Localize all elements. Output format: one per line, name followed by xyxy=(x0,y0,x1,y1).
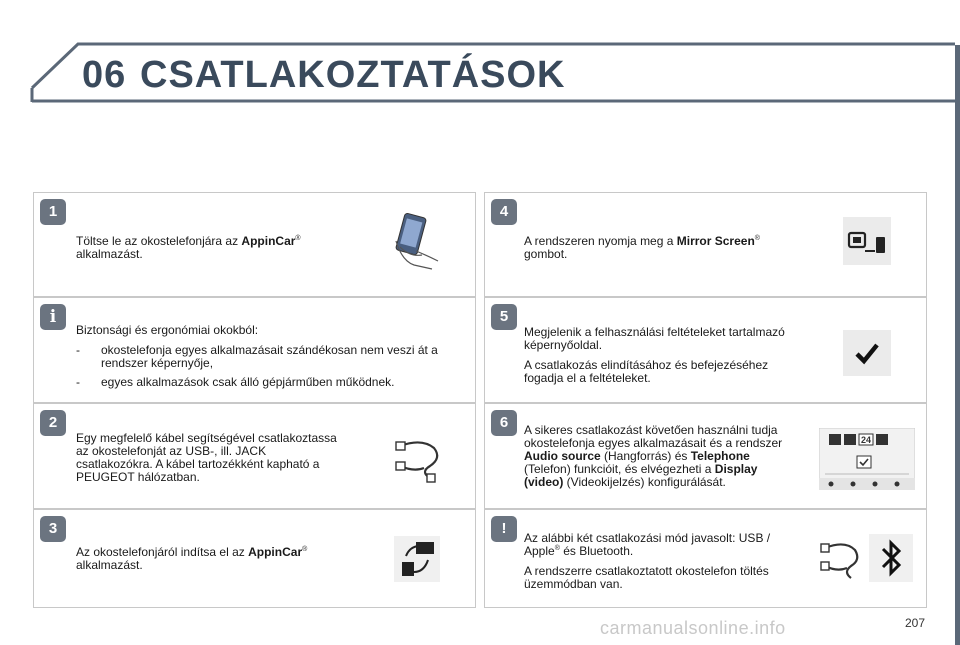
step-6-text: A sikeres csatlakozást követően használni tudja okostelefonja egyes alkalmazásait és a rendszer Audio source (Hangforrás) és Telephone (Telefon) funkcióit, és elvégezheti a Display (video) (Videokijelzés) konfigurálását. xyxy=(524,423,783,489)
chapter-title: CSATLAKOZTATÁSOK xyxy=(140,54,566,96)
smartphone-hand-icon xyxy=(392,211,448,273)
page-number: 207 xyxy=(905,616,926,630)
info-text: Biztonsági és ergonómiai okokból: - okostelefonja egyes alkalmazásait szándékosan nem veszi át a rendszer képernyője, - egyes alkalmazások csak álló gépjárműben működnek. xyxy=(76,323,438,389)
warning-text: Az alábbi két csatlakozási mód javasolt: USB / Apple® és Bluetooth. A rendszerre csatlakoztatott okostelefon töltés üzemmódban van. xyxy=(524,531,771,591)
appincar-brand: AppinCar xyxy=(248,545,303,559)
step-5-panel xyxy=(484,297,927,403)
step-1-panel xyxy=(33,192,476,297)
warning-icon: ! xyxy=(491,516,517,542)
step-4-badge: 4 xyxy=(491,199,517,225)
step-2-panel xyxy=(33,403,476,509)
step-4-text: A rendszeren nyomja meg a Mirror Screen® gombot. xyxy=(524,234,760,261)
step-5-badge: 5 xyxy=(491,304,517,330)
info-panel xyxy=(33,297,476,403)
step-2-badge: 2 xyxy=(40,410,66,436)
warning-panel xyxy=(484,509,927,608)
side-strip xyxy=(955,45,960,645)
touchscreen-preview-icon xyxy=(819,428,915,490)
step-3-badge: 3 xyxy=(40,516,66,542)
screen-mirroring-icon xyxy=(394,536,440,582)
chapter-number: 06 xyxy=(82,54,127,96)
step-6-badge: 6 xyxy=(491,410,517,436)
step-5-text: Megjelenik a felhasználási feltételeket tartalmazó képernyőoldal. A csatlakozás elindításához és befejezéséhez fogadja el a feltételeket. xyxy=(524,325,785,385)
bluetooth-icon xyxy=(869,534,913,582)
step-1-text: Töltse le az okostelefonjára az AppinCar® alkalmazást. xyxy=(76,234,301,261)
appincar-brand: AppinCar xyxy=(241,234,296,248)
info-icon: i xyxy=(40,304,66,330)
step-3-text: Az okostelefonjáról indítsa el az AppinCar® alkalmazást. xyxy=(76,545,308,572)
step-4-panel xyxy=(484,192,927,297)
step-6-panel xyxy=(484,403,927,509)
mirror-screen-label: Mirror Screen xyxy=(676,234,755,248)
checkmark-icon xyxy=(843,330,891,376)
step-2-text: Egy megfelelő kábel segítségével csatlakoztassa az okostelefonját az USB-, ill. JACK csatlakozókra. A kábel tartozékként kapható a PEUGEOT hálózatban. xyxy=(76,431,337,484)
mirror-screen-button-icon xyxy=(843,217,891,265)
watermark: carmanualsonline.info xyxy=(600,618,786,638)
usb-jack-cable-icon xyxy=(394,432,444,484)
usb-cable-icon xyxy=(819,534,863,582)
step-3-panel xyxy=(33,509,476,608)
step-1-badge: 1 xyxy=(40,199,66,225)
screen-badge-24: 24 xyxy=(861,435,872,445)
